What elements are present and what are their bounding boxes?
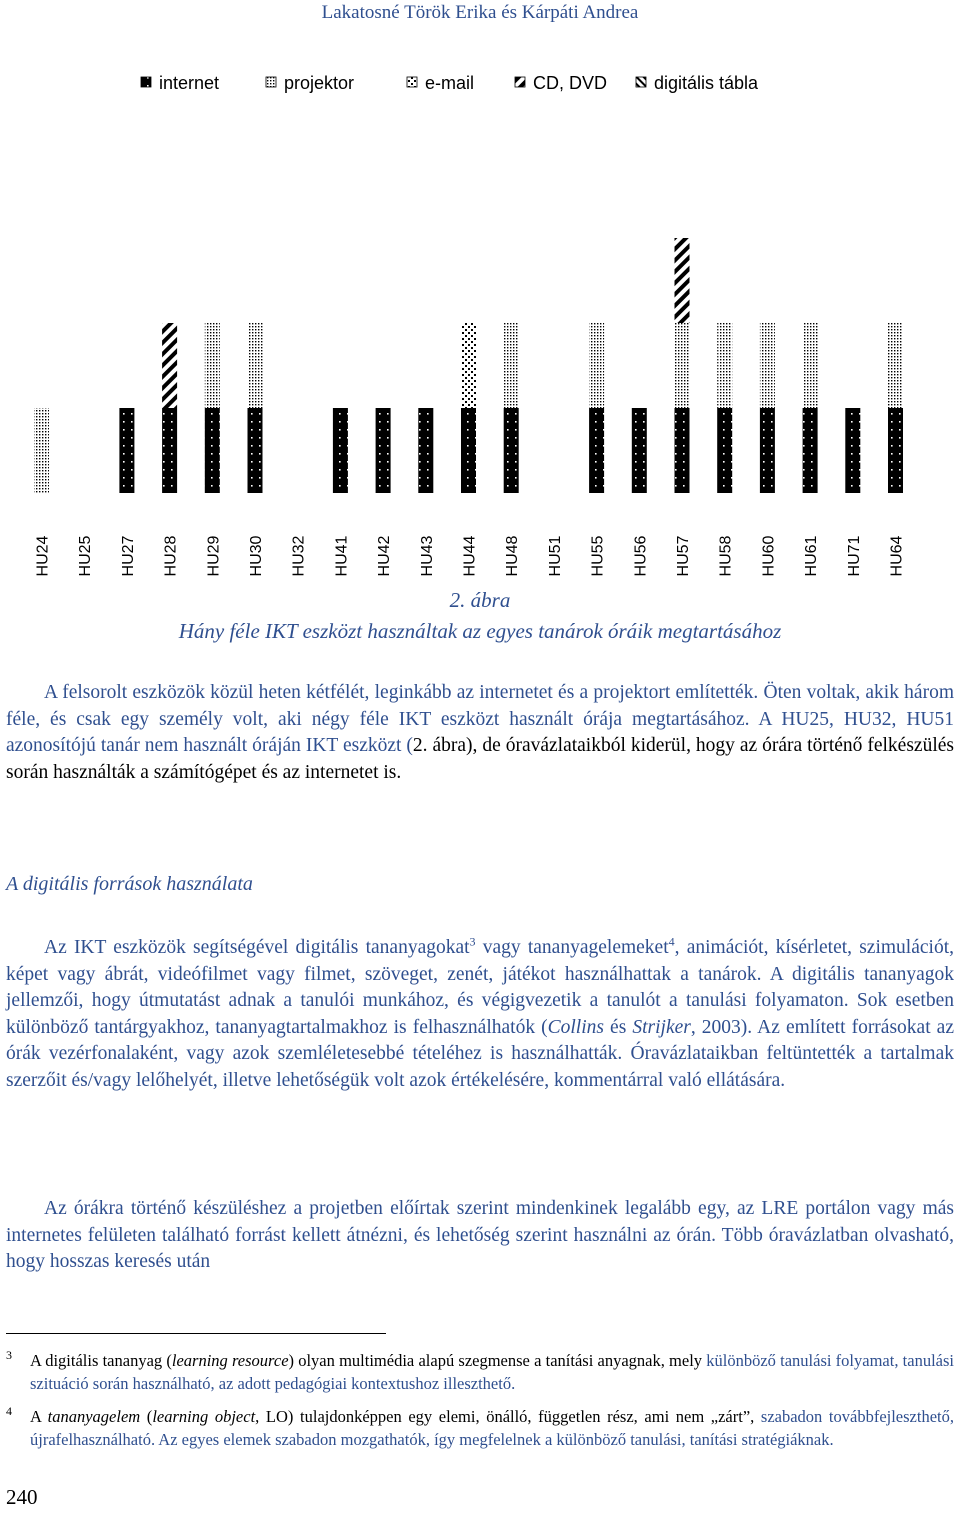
bar-HU57-1	[675, 323, 690, 408]
tick-label-HU48: HU48	[504, 535, 522, 577]
bar-HU24-1	[34, 408, 49, 493]
chart-legend	[141, 73, 759, 93]
bar-HU27-0	[119, 408, 134, 493]
bar-HU61-0	[803, 408, 818, 493]
bar-HU30-0	[248, 408, 263, 493]
bar-HU71-0	[845, 408, 860, 493]
bar-HU55-0	[589, 408, 604, 493]
tick-label-HU29: HU29	[205, 535, 223, 577]
tick-label-HU42: HU42	[376, 535, 394, 577]
bar-HU29-0	[205, 408, 220, 493]
chart-x-ticks	[35, 535, 906, 576]
paragraph-1-black: 2. ábra), de óravázlataikból kiderül, hogy az órára történő felkészülés során használták a számítógépet és az internetet is.	[6, 735, 954, 783]
figure-title: Hány féle IKT eszközt használtak az egyes tanárok óráik megtartásához	[178, 619, 782, 643]
bar-HU44-0	[461, 408, 476, 493]
bar-HU55-1	[589, 323, 604, 408]
legend-label-3: CD, DVD	[533, 73, 608, 93]
legend-swatch-3	[515, 77, 525, 87]
stacked-bar-chart	[0, 50, 960, 580]
bar-HU61-1	[803, 323, 818, 408]
legend-swatch-0	[141, 77, 151, 87]
footnote-3-number: 3	[6, 1348, 12, 1362]
citation-strijker: Strijker	[632, 1016, 691, 1038]
bar-HU44-2	[461, 323, 476, 408]
footnote-rule	[6, 1333, 386, 1334]
paragraph-1	[6, 680, 954, 786]
tick-label-HU24: HU24	[34, 535, 52, 577]
paragraph-1-blue: A felsorolt eszközök közül heten kétfélét, leginkább az internetet és a projektort említették. Öten voltak, akik három féle, és csak egy személy volt, aki négy féle IKT eszközt használt órája megtartásához. A HU25, HU32, HU51 azonosítójú tanár nem használt óráján IKT eszközt (	[6, 682, 954, 756]
page-number: 240	[6, 1485, 38, 1509]
bar-HU48-0	[504, 408, 519, 493]
bar-HU48-1	[504, 323, 519, 408]
bar-HU41-0	[333, 408, 348, 493]
tick-label-HU58: HU58	[717, 535, 735, 577]
footnote-4: 4 A tananyagelem (learning object, LO) tulajdonképpen egy elemi, önálló, független rész, ami nem „zárt”, szabadon továbbfejleszthető, újrafelhasználható. Az egyes elemek szabadon mozgathatók, így megfelelnek a különböző tanulási, tanítási stratégiáknak.	[6, 1406, 954, 1451]
paragraph-3: Az órákra történő készüléshez a projetben előírtak szerint mindenkinek legalább egy, az LRE portálon vagy más internetes felületen található forrást kellett átnézni, és lehetőség szerint használni az órán. Több óravázlatban olvasható, hogy hosszas keresés után	[6, 1198, 954, 1272]
tick-label-HU57: HU57	[675, 535, 692, 577]
bar-HU29-1	[205, 323, 220, 408]
bar-HU60-1	[760, 323, 775, 408]
bar-HU57-3	[675, 238, 690, 323]
bar-HU64-1	[888, 323, 903, 408]
bar-HU64-0	[888, 408, 903, 493]
footnote-3: 3 A digitális tananyag (learning resource) olyan multimédia alapú szegmense a tanítási anyagnak, mely különböző tanulási folyamat, tanulási szituáció során használható, az adott pedagógiai kontextushoz illeszthető.	[6, 1350, 954, 1395]
tick-label-HU64: HU64	[888, 535, 906, 577]
figure-number: 2. ábra	[449, 588, 511, 612]
tick-label-HU32: HU32	[290, 535, 308, 577]
tick-label-HU44: HU44	[461, 535, 479, 577]
citation-collins: Collins	[547, 1016, 604, 1038]
legend-swatch-2	[407, 77, 417, 87]
tick-label-HU41: HU41	[333, 535, 351, 577]
legend-label-4: digitális tábla	[654, 73, 759, 93]
tick-label-HU56: HU56	[632, 535, 650, 577]
bar-HU28-0	[162, 408, 177, 493]
tick-label-HU51: HU51	[546, 535, 564, 577]
footnote-ref-3[interactable]: 3	[469, 934, 476, 949]
bar-HU58-0	[717, 408, 732, 493]
tick-label-HU71: HU71	[845, 535, 863, 577]
legend-swatch-1	[266, 77, 276, 87]
tick-label-HU43: HU43	[418, 535, 436, 577]
footnote-ref-4[interactable]: 4	[668, 934, 675, 949]
legend-swatch-4	[636, 77, 646, 87]
legend-label-2: e-mail	[425, 73, 475, 93]
paragraph-2: Az IKT eszközök segítségével digitális tananyagokat$^3$ vagy tananyagelemeket$^4$, animációt, kísérletet, szimulációt, képet vagy ábrát, videófilmet vagy filmet, szöveget, zenét, játékot használhattak a tanárok. A digitális tananyagok jellemzői, hogy útmutatást adnak a tanulói munkához, és végigvezetik a tanulót a tanulási folyamaton. Sok esetben különböző tantárgyakhoz, tananyagtartalmakhoz is felhasználhatók (Collins és Strijker, 2003). Az említett forrásokat az órák vezérfonalaként, vagy azok szemléletesebbé tételéhez is használhatták. Óravázlataikban feltüntették a tartalmak szerzőit és/vagy lelőhelyét, illetve lehetőségük volt azok értékelésére, kommentárral való ellátására.	[6, 934, 954, 1091]
tick-label-HU27: HU27	[119, 535, 137, 577]
bar-HU60-0	[760, 408, 775, 493]
section-title: A digitális források használata	[6, 873, 253, 895]
bar-HU28-3	[162, 323, 177, 408]
bar-HU58-1	[717, 323, 732, 408]
legend-label-1: projektor	[284, 73, 355, 93]
tick-label-HU25: HU25	[77, 535, 95, 577]
tick-label-HU60: HU60	[760, 535, 778, 577]
tick-label-HU28: HU28	[162, 535, 180, 577]
bar-HU42-0	[376, 408, 391, 493]
bar-HU57-0	[675, 408, 690, 493]
footnote-4-number: 4	[6, 1404, 12, 1418]
tick-label-HU61: HU61	[803, 535, 821, 577]
bar-HU30-1	[248, 323, 263, 408]
running-header: Lakatosné Török Erika és Kárpáti Andrea	[321, 2, 639, 23]
legend-label-0: internet	[159, 73, 220, 93]
tick-label-HU55: HU55	[589, 535, 607, 577]
tick-label-HU30: HU30	[248, 535, 265, 577]
bar-HU56-0	[632, 408, 647, 493]
bar-HU43-0	[418, 408, 433, 493]
chart-bars	[34, 238, 903, 493]
